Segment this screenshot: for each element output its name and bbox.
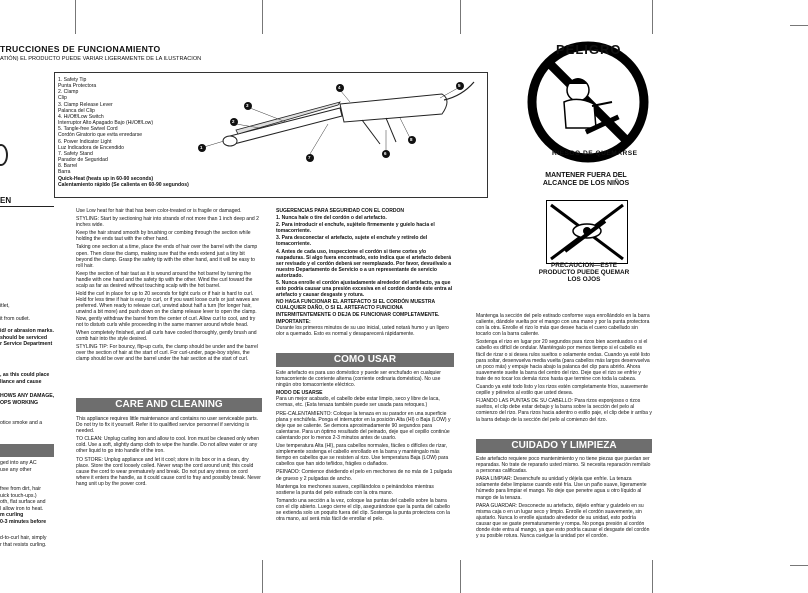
parts-line: Quick-Heat (heats up in 60-90 seconds) — [58, 175, 154, 182]
eye-hazard-icon — [547, 201, 627, 263]
paragraph: PEINADO: Comience dividiendo el pelo en mechones de no más de 1 pulgada de grueso y 2 pulgadas de ancho. — [276, 469, 452, 482]
edge-marker — [0, 144, 8, 166]
callout-label: 5 — [458, 83, 461, 88]
crop-mark — [652, 0, 653, 34]
fragment-block-d — [0, 420, 42, 427]
callout-label: 3 — [246, 103, 249, 108]
parts-line: Cordón Giratorio que evita enredarse — [58, 132, 143, 139]
section-band-cuidado-limpieza: CUIDADO Y LIMPIEZA — [476, 439, 652, 453]
paragraph: Keep the section of hair taut as it is wound around the hot barrel by turning the handle with one hand and the safety tip with the other. Wind the curl toward the scalp as far as desired without touching scalp with the hot barrel. — [76, 270, 253, 290]
paragraph: TO CLEAN: Unplug curling iron and allow to cool. Iron must be cleaned only when cold. Use a soft, slightly damp cloth to wipe the handle. Do not allow water or any other liquid to go into handle of the iron. — [76, 436, 260, 455]
callout-label: 1 — [200, 145, 203, 150]
paragraph: Taking one section at a time, place the ends of hair over the barrel with the clamp open. Then close the clamp, making sure that the ends extend just a tiny bit beyond the clamp. Grasp the safety tip with the other hand, and it will be easy to roll hair. — [76, 244, 258, 269]
keep-away-text: MANTENER FUERA DEL ALCANCE DE LOS NIÑOS — [542, 172, 630, 187]
paragraph: FIJANDO LAS PUNTAS DE SU CABELLO: Para rizos esponjosos o rizos sueltos, el clip debe estar debajo y la barra sobre la sección del pelo al comienzo del rizo. Para rizos hacia adentro o estilo paje, el clip debe ir arriba y la barra debajo de la sección del pelo al comienzo del rizo. — [476, 398, 652, 423]
safety-item: 3. Para desconectar el artefacto, sujete el enchufe y retírelo del tomacorriente. — [276, 235, 428, 248]
parts-line: Barra — [58, 169, 71, 176]
paragraph: PARA GUARDAR: Desconecte su artefacto, déjelo enfriar y guárdelo en su misma caja o en un lugar seco y limpio. Enrolle el cordón suavemente, sin ajustarlo. Nunca lo enrolle ajustado alrededor de su unidad, esto podría causar que se gaste prematuramente y rompa. No ponga presión al cordón donde éste entra al mango, ya que esto podría causar el desgaste del cordón y su posible rotura. Nunca cuelgue la unidad por el cordón. — [476, 502, 650, 540]
paragraph: Este artefacto requiere poco mantenimiento y no tiene piezas que puedan ser reparadas. No trate de repararlo usted mismo. Si necesita reparación remítalo a personas calificadas. — [476, 456, 651, 475]
crop-mark — [460, 560, 461, 593]
fragment-line: should be serviced — [0, 334, 47, 341]
paragraph: This appliance requires little maintenance and contains no user serviceable parts. Do not try to fix it yourself. Refer it to qualified service personnel if servicing is needed. — [76, 416, 259, 435]
fragment-line: d-to-curl hair, simply — [0, 535, 47, 541]
danger-title: PELIGRO — [556, 42, 622, 57]
fragment-line: 0-3 minutes before — [0, 518, 47, 525]
fragment-line: m curling — [0, 512, 24, 519]
crop-mark — [652, 560, 653, 593]
column-spanish-usage — [276, 370, 454, 524]
page-title: TRUCCIONES DE FUNCIONAMIENTO — [0, 44, 161, 54]
fragment-line: , as this could place — [0, 372, 50, 378]
fragment-block-a — [0, 303, 54, 348]
parts-line: 1. Safety Tip — [58, 77, 87, 83]
safety-stand — [362, 118, 396, 144]
fragment-line: r that resists curling. — [0, 541, 47, 548]
paragraph: Use temperatura Alta (HI), para cabellos normales, fáciles o difíciles de rizar, simplemente sostenga el cabello enrollado en la barra y manténgalo más tiempo en cabellos que se resisten al rizo. Use temperatura Baja (LOW) para cabellos que han sido teñidos, frágiles o dañados. — [276, 443, 449, 468]
fragment-line: it from outlet. — [0, 315, 30, 322]
safety-item: 1. Nunca hale o tire del cordón o del artefacto. — [276, 215, 387, 222]
parts-line: Interruptor Alto Apagado Bajo (Hi/Off/Low) — [58, 120, 154, 127]
curling-iron-illustration — [190, 78, 486, 170]
crop-mark — [790, 25, 808, 26]
safety-tip — [223, 136, 237, 146]
crop-mark — [75, 0, 76, 34]
column-spanish-care — [476, 456, 652, 541]
fragment-block-f — [0, 486, 46, 526]
fragment-line: otice smoke and a — [0, 420, 43, 426]
section-title: MODO DE USARSE — [276, 390, 323, 397]
fragment-line: liance and cause — [0, 378, 42, 385]
fragment-line: id/ or abrasion marks. — [0, 328, 54, 335]
callout-label: 4 — [338, 85, 341, 90]
parts-line: 5. Tangle-free Swivel Cord — [58, 126, 118, 133]
fragment-line: uick touch-ups.) — [0, 492, 37, 499]
fragment-line: HOWS ANY DAMAGE, — [0, 393, 55, 399]
fragment-band — [0, 444, 54, 457]
fragment-line: free from dirt, hair — [0, 486, 41, 492]
fragment-block-e — [0, 460, 37, 473]
fragment-line: use any other — [0, 466, 32, 473]
crop-mark — [262, 560, 263, 593]
parts-line: Clip — [58, 95, 67, 102]
fragment-block-b — [0, 372, 49, 385]
paragraph: Sostenga el rizo en lugar por 20 segundos para rizos bien acentuados o si el cabello es difícil de ondular. Manténgalo por menos tiempo si el cabello es fácil de rizar o si desea rulos sueltos o solamente ondas. Cuando ya esté listo para soltar, desenvuelva media vuelta (para cabellos más largos desenvuelva un poco más) y empuje hacia abajo la palanca del clip para abrirlo. Ahora suavemente suelte la barra del centro del rizo. Deje que el rizo se enfríe y trate de no tocar los demás rizos hasta que termine con toda la cabeza. — [476, 339, 650, 382]
column-english-usage — [76, 208, 262, 364]
important-label: IMPORTANTE: — [276, 318, 311, 325]
danger-subtitle: RIESGO DE QUEMARSE — [552, 150, 638, 157]
paragraph: Durante los primeros minutos de su uso inicial, usted notará humo y un ligero olor a quemado. Esto es normal y desaparecerá rápidamente. — [276, 324, 449, 337]
warning-text: NO HAGA FUNCIONAR EL ARTEFACTO SI EL CORDÓN MUESTRA CUALQUIER DAÑO, O SI EL ARTEFACTO FUNCIONA INTERMITENTEMENTE O DEJA DE FUNCIONAR COMPLETAMENTE. — [276, 299, 440, 318]
callout-label: 2 — [232, 119, 235, 124]
parts-line: 7. Safety Stand — [58, 150, 93, 157]
parts-line: 6. Power Indicator Light — [58, 138, 112, 145]
callout-label: 6 — [384, 151, 387, 156]
fragment-block-g — [0, 535, 46, 548]
paragraph: Para un mejor acabado, el cabello debe estar limpio, seco y libre de laca, cremas, etc. (Esta tenaza también puede ser usada para retoques.) — [276, 396, 440, 409]
safety-item: 2. Para introducir el enchufe, sujételo firmemente y guíelo hacia el tomacorriente. — [276, 222, 435, 235]
fragment-line: oth, flat surface and — [0, 499, 46, 506]
parts-line: Punta Protectora — [58, 83, 97, 90]
parts-line: Calentamiento rápido (Se calienta en 60-90 segundos) — [58, 181, 189, 188]
paragraph: STYLING TIP: For bouncy, flip-up curls, the clamp should be under and the barrel over the section of hair at the start of curl. For curl-under, page-boy styles, the clamp should be over and the barrel under the hair section at the start of curl. — [76, 343, 258, 363]
paragraph: Cuando ya esté todo listo y los rizos estén completamente fríos, suavemente cepille y péinelos al estilo que usted desea. — [476, 384, 648, 397]
section-band-como-usar: COMO USAR — [276, 353, 454, 367]
column-english-care — [76, 416, 262, 489]
parts-line: Parador de Seguridad — [58, 157, 108, 164]
fragment-line: OPS WORKING — [0, 399, 39, 406]
column-spanish-styling — [476, 313, 652, 425]
parts-line: 4. Hi/Off/Low Switch — [58, 113, 104, 120]
callout-label: 7 — [308, 155, 311, 160]
paragraph: PRE-CALENTAMIENTO: Coloque la tenaza en su parador en una superficie plana y enchúfela. Ponga el interruptor en la posición Alta (HI) o Baja (LOW) y deje que se caliente. Se demora aproximadamente 90 segundos para calentarse. Para un óptimo resultado del peinado, deje que el cepillo continúe calentando por lo menos 2-3 minutos antes de usarlo. — [276, 410, 451, 441]
fragment-block-c — [0, 393, 54, 406]
crop-mark — [790, 565, 808, 566]
fragment-line: r Service Department — [0, 341, 53, 348]
paragraph: Tomando una sección a la vez, coloque las puntas del cabello sobre la barra con el clip abierto. Luego cierre el clip, asegurándose que la punta del cabello se extienda solo un poquito fuera del clip. Sostenga la punta protectora con la otra mano, así será más fácil de enrollar el pelo. — [276, 497, 450, 523]
paragraph: Este artefacto es para uso doméstico y puede ser enchufado en cualquier tomacorriente de corriente alterna (corriente ordinaria doméstica). No use ningún otro tomacorriente eléctrico. — [276, 370, 441, 389]
paragraph: PARA LIMPIAR: Desenchufe su unidad y déjela que enfríe. La tenaza solamente debe limpiarse cuando esté fría. Use un paño suave, ligeramente húmedo para limpiar el mango. No deje que penetre agua u otro líquido al mango de la tenaza. — [476, 476, 647, 501]
page-subtitle: ATIÓN) EL PRODUCTO PUEDE VARIAR LIGERAMENTE DE LA ILUSTRACION — [0, 56, 202, 62]
paragraph: When completely finished, and all curls have cooled thoroughly, gently brush and comb hair into the style desired. — [76, 329, 257, 342]
parts-line: 3. Clamp Release Lever — [58, 101, 113, 108]
paragraph: Keep the hair strand smooth by brushing or combing through the section while holding the ends taut with the other hand. — [76, 230, 251, 243]
section-band-care-cleaning: CARE AND CLEANING — [76, 398, 262, 412]
fragment-line: ged into any AC — [0, 460, 37, 466]
paragraph: Mantenga los mechones suaves, cepillándolos o peinándolos mientras sostiene la punta del pelo estirado con la otra mano. — [276, 483, 434, 496]
paragraph: Use Low heat for hair that has been color-treated or is fragile or damaged. — [76, 208, 242, 214]
crop-mark — [460, 0, 461, 34]
callout-label: 8 — [410, 137, 413, 142]
safety-item: 4. Antes de cada uso, inspeccione el cordón si tiene cortes y/o raspaduras. Si algo fuera encontrado, esto indica que el artefacto deberá ser revisado y el cordón deberá ser reemplazado. Por favor, devuélvalo a nuestro Departamento de Servicio o a un representante de servicio autorizado. — [276, 248, 452, 279]
en-rule — [0, 206, 54, 207]
section-label-en: EN — [0, 196, 12, 205]
paragraph: STYLING: Start by sectioning hair into strands of not more than 1 inch deep and 2 inches wide. — [76, 216, 259, 229]
section-title: SUGERENCIAS PARA SEGURIDAD CON EL CORDON — [276, 208, 405, 214]
parts-line: 2. Clamp — [58, 89, 79, 96]
paragraph: Hold the curl in place for up to 20 seconds for tight curls or if hair is hard to curl. Hold for less time if hair is easy to curl, or if you want loose curls or just waves are preferred. When ready to release curl, unwind about half a turn (for longer hair, unwind a bit more) and push down on the clamp release lever to open the clamp. Now, gently withdraw the barrel from the center of curl. Allow curl to cool, and try not to disturb curls while proceeding in the same manner around whole head. — [76, 291, 259, 328]
paragraph: Mantenga la sección del pelo estirado conforme vaya enrollándolo en la barra caliente, dándole vuelta por el mango con una mano y por la punta protectora con la otra. Enrolle el rizo lo más que desee hacia el cuero cabelludo sin tocarlo con la barra caliente. — [476, 313, 650, 338]
parts-line: Luz Indicadora de Encendido — [58, 144, 124, 151]
handle — [340, 94, 447, 122]
column-spanish-safety — [276, 208, 454, 339]
fragment-line: l allow iron to heat. — [0, 505, 44, 512]
caution-text: PRECAUCION—ESTE PRODUCTO PUEDE QUEMAR LOS OJOS — [538, 262, 630, 283]
eye-hazard-box — [546, 200, 628, 264]
parts-line: Palanca del Clip — [58, 107, 95, 114]
crop-mark — [262, 0, 263, 34]
paragraph: TO STORE: Unplug appliance and let it cool; store in its box or in a clean, dry place. Store the cord loosely coiled. Never wrap the cord around unit; this could cause the cord to wear prematurely and break. Do not put any stress on cord where it enters the handle, as it could cause cord to fray and possibly break. Never hang unit up by the power cord. — [76, 456, 261, 487]
safety-item: 5. Nunca enrolle el cordón ajustadamente alrededor del artefacto, ya que esto podría causar una presión excesiva en el cordón donde éste entra al artefacto y causar desgaste y rotura. — [276, 280, 453, 299]
fragment-line: itlet, — [0, 303, 10, 309]
parts-line: 8. Barrel — [58, 163, 78, 170]
